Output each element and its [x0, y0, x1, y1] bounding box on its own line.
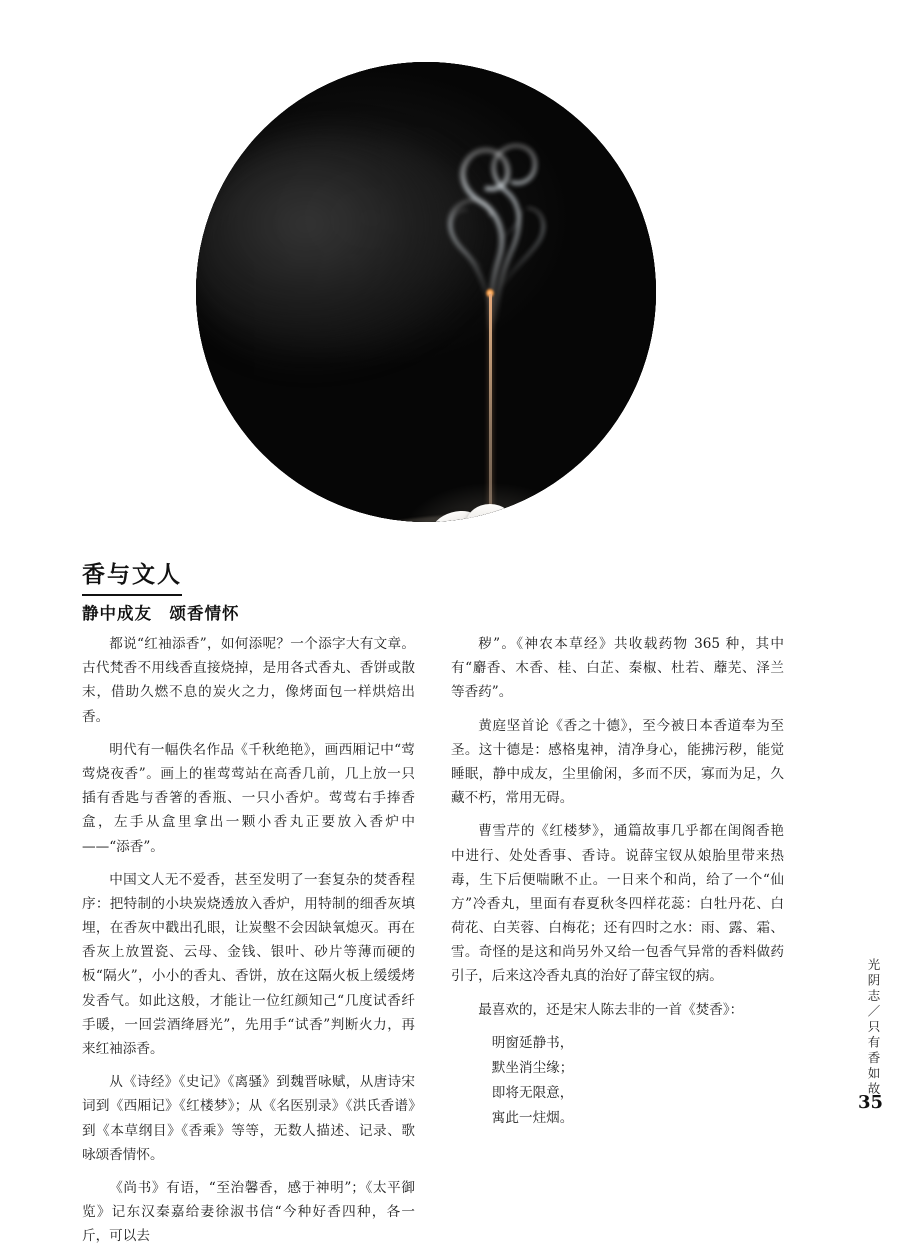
article-subtitle: 静中成友 颂香情怀 — [82, 604, 240, 623]
article-body — [82, 632, 784, 1258]
paragraph: 明代有一幅佚名作品《千秋绝艳》，画西厢记中“莺莺烧夜香”。画上的崔莺莺站在高香几前，几上放一只插有香匙与香箸的香瓶、一只小香炉。莺莺右手捧香盒，左手从盒里拿出一颗小香丸正要放入香炉中——“添香”。 — [82, 741, 415, 855]
article-title: 香与文人 — [82, 556, 182, 596]
lotus-petal — [466, 504, 514, 522]
smoke-plume-icon — [371, 72, 561, 332]
verse-line: 寓此一炷烟。 — [491, 1110, 574, 1127]
side-caption: 光阴志／只有香如故 — [866, 958, 881, 1098]
paragraph: 黄庭坚首论《香之十德》，至今被日本香道奉为至圣。这十德是：感格鬼神，清净身心，能拂污秽，能觉睡眠，静中成友，尘里偷闲，多而不厌，寡而为足，久藏不朽，常用无碍。 — [451, 717, 784, 807]
column-right — [451, 632, 784, 1258]
verse-line: 默坐消尘缘； — [491, 1060, 574, 1076]
paragraph: 从《诗经》《史记》《离骚》到魏晋咏赋，从唐诗宋词到《西厢记》《红楼梦》；从《名医别录》《洪氏香谱》到《本草纲目》《香乘》等等，无数人描述、记录、歌咏颂香情怀。 — [82, 1074, 415, 1163]
paragraph: 秽”。《神农本草经》共收载药物 365 种，其中有“麝香、木香、桂、白芷、秦椒、杜若、蘼芜、泽兰等香药”。 — [451, 636, 784, 701]
page-number: 35 — [857, 1092, 883, 1113]
lotus-holder — [424, 492, 556, 522]
paragraph: 曹雪芹的《红楼梦》，通篇故事几乎都在闺阁香艳中进行、处处香事、香诗。说薛宝钗从娘胎里带来热毒，生下后便喘瞅不止。一日来个和尚，给了一个“仙方”冷香丸，里面有春夏秋冬四样花蕊：白牡丹花、白荷花、白芙蓉、白梅花；还有四时之水：雨、露、霜、雪。奇怪的是这和尚另外又给一包香气异常的香料做药引子，后来这冷香丸真的治好了薛宝钗的病。 — [451, 823, 784, 985]
incense-stick — [489, 294, 492, 522]
hero-photo — [196, 62, 656, 522]
column-left — [82, 632, 415, 1258]
verse-line: 明窗延静书， — [491, 1034, 574, 1051]
paragraph: 都说“红袖添香”，如何添呢？一个添字大有文章。古代梵香不用线香直接烧掉，是用各式香丸、香饼或散末，借助久燃不息的炭火之力，像烤面包一样烘焙出香。 — [82, 636, 415, 725]
verse-line: 即将无限意， — [491, 1085, 574, 1102]
paragraph: 中国文人无不爱香，甚至发明了一套复杂的焚香程序：把特制的小块炭烧透放入香炉，用特制的细香灰填埋，在香灰中戳出孔眼，让炭墼不会因缺氧熄灭。再在香灰上放置瓷、云母、金钱、银叶、砂片等薄而硬的板“隔火”，小小的香丸、香饼，放在这隔火板上缓缓烤发香气。如此这般，才能让一位红颜知己“几度试香纤手暖，一回尝酒绛唇光”，先用手“试香”判断火力，再来红袖添香。 — [82, 871, 415, 1057]
paragraph: 《尚书》有语，“至治馨香，感于神明”；《太平御览》记东汉秦嘉给妻徐淑书信“今种好香四种，各一斤，可以去 — [82, 1179, 415, 1245]
paragraph: 最喜欢的，还是宋人陈去非的一首《焚香》： — [478, 1001, 744, 1018]
